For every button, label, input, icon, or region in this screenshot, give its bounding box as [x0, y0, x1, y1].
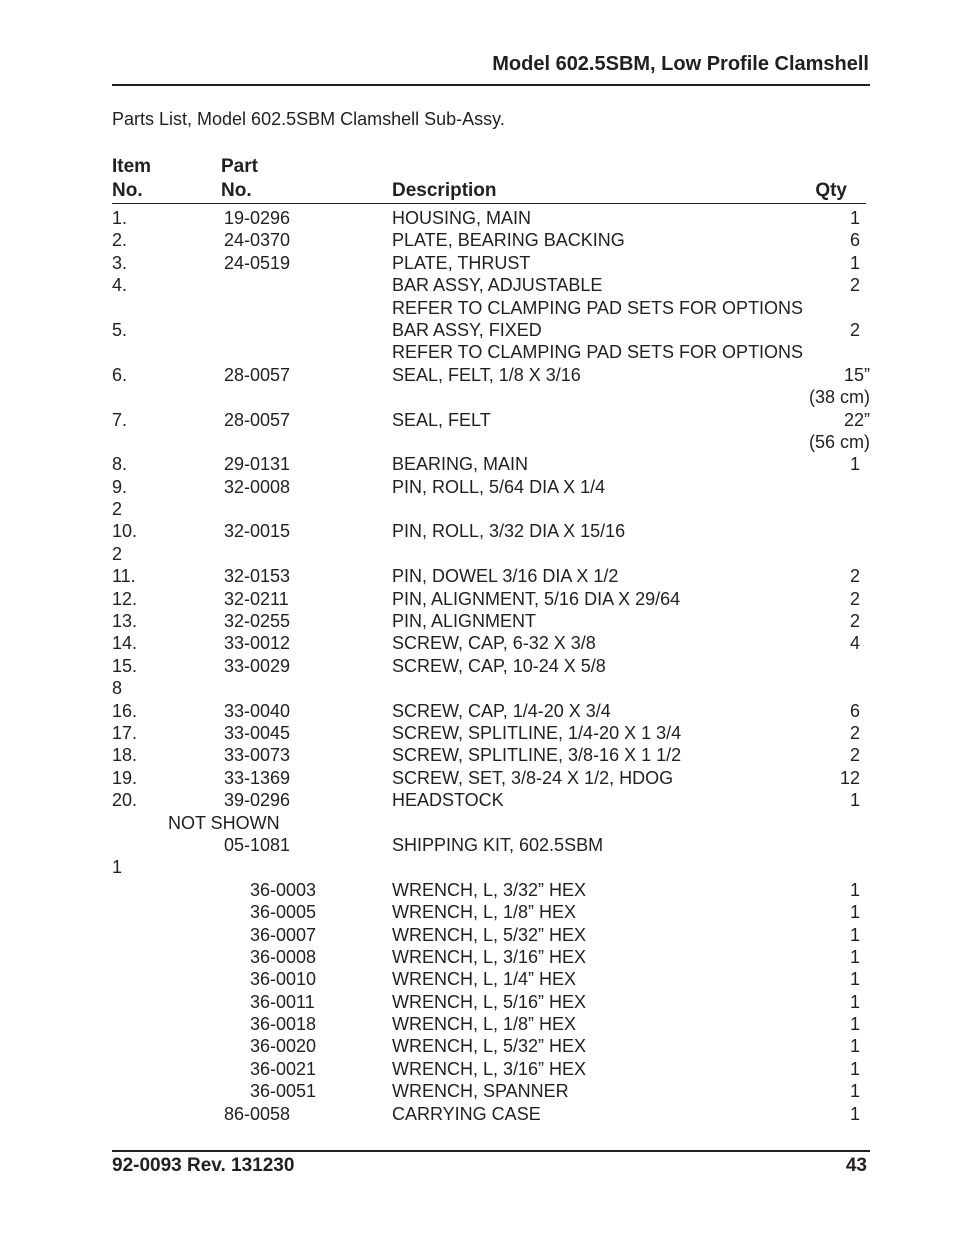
quantity: 22”: [843, 409, 870, 430]
parts-list: [0, 207, 954, 1125]
table-row: [0, 319, 954, 341]
table-row: [0, 812, 954, 834]
part-number: 32-0008: [224, 476, 291, 497]
col-header-part-2: No.: [221, 180, 252, 201]
description: REFER TO CLAMPING PAD SETS FOR OPTIONS: [392, 342, 804, 363]
table-row: [0, 856, 954, 878]
table-row: [0, 789, 954, 811]
item-number: 8.: [112, 454, 128, 475]
table-row: [0, 991, 954, 1013]
quantity: 6: [849, 700, 860, 721]
item-number: 12.: [112, 588, 138, 609]
part-number: 33-0040: [224, 700, 291, 721]
item-number: 6.: [112, 364, 128, 385]
table-row: [0, 431, 954, 453]
table-row: [0, 543, 954, 565]
description: SEAL, FELT: [392, 409, 491, 430]
description: PLATE, THRUST: [392, 252, 531, 273]
table-row: [0, 409, 954, 431]
part-number: 28-0057: [224, 409, 291, 430]
item-number: 4.: [112, 275, 128, 296]
description: BEARING, MAIN: [392, 454, 529, 475]
description: PLATE, BEARING BACKING: [392, 230, 625, 251]
row-note: NOT SHOWN: [168, 812, 280, 833]
description: WRENCH, L, 5/16” HEX: [392, 991, 587, 1012]
table-row: [0, 498, 954, 520]
quantity: 1: [849, 1081, 860, 1102]
part-number: 33-0073: [224, 745, 291, 766]
quantity: 2: [849, 745, 860, 766]
item-number: 2: [112, 543, 123, 564]
item-number: 20.: [112, 790, 138, 811]
col-header-description: Description: [392, 180, 497, 201]
table-row: [0, 1013, 954, 1035]
part-number: 86-0058: [224, 1103, 291, 1124]
description: WRENCH, SPANNER: [392, 1081, 569, 1102]
part-number: 33-1369: [224, 767, 291, 788]
table-row: [0, 1080, 954, 1102]
item-number: 15.: [112, 655, 138, 676]
description: BAR ASSY, ADJUSTABLE: [392, 275, 603, 296]
quantity: 1: [849, 454, 860, 475]
part-number: 33-0029: [224, 655, 291, 676]
part-number: 36-0005: [250, 902, 317, 923]
col-header-item-1: Item: [112, 156, 152, 177]
description: WRENCH, L, 3/32” HEX: [392, 879, 587, 900]
description: SCREW, CAP, 1/4-20 X 3/4: [392, 700, 611, 721]
item-number: 10.: [112, 521, 138, 542]
table-row: [0, 364, 954, 386]
part-number: 36-0003: [250, 879, 317, 900]
item-number: 2: [112, 499, 123, 520]
description: WRENCH, L, 3/16” HEX: [392, 1058, 587, 1079]
quantity: 1: [849, 208, 860, 228]
page-header-title: Model 602.5SBM, Low Profile Clamshell: [492, 53, 869, 75]
part-number: 32-0015: [224, 521, 291, 542]
table-row: [0, 229, 954, 251]
table-row: [0, 879, 954, 901]
table-row: [0, 924, 954, 946]
intro-text: Parts List, Model 602.5SBM Clamshell Sub-Assy.: [112, 109, 505, 129]
item-number: 5.: [112, 319, 128, 340]
description: PIN, ALIGNMENT: [392, 611, 537, 632]
quantity: 1: [849, 1036, 860, 1057]
quantity: 1: [849, 969, 860, 990]
part-number: 36-0011: [250, 991, 315, 1012]
description: PIN, ALIGNMENT, 5/16 DIA X 29/64: [392, 588, 681, 609]
item-number: 19.: [112, 767, 138, 788]
table-row: [0, 207, 954, 229]
quantity: 1: [849, 1058, 860, 1079]
part-number: 24-0370: [224, 230, 291, 251]
part-number: 33-0012: [224, 633, 291, 654]
part-number: 33-0045: [224, 722, 291, 743]
item-number: 14.: [112, 633, 138, 654]
col-header-part-1: Part: [221, 156, 258, 177]
item-number: 1.: [112, 208, 128, 228]
description: WRENCH, L, 5/32” HEX: [392, 1036, 587, 1057]
table-row: [0, 632, 954, 654]
item-number: 18.: [112, 745, 138, 766]
table-row: [0, 252, 954, 274]
part-number: 05-1081: [224, 834, 291, 855]
quantity: 2: [849, 611, 860, 632]
item-number: 7.: [112, 409, 128, 430]
part-number: 36-0018: [250, 1014, 317, 1035]
footer-rule: [112, 1150, 870, 1152]
item-number: 16.: [112, 700, 138, 721]
table-row: [0, 453, 954, 475]
description: WRENCH, L, 5/32” HEX: [392, 924, 587, 945]
quantity: 15”: [843, 364, 870, 385]
table-row: [0, 610, 954, 632]
quantity: 1: [849, 924, 860, 945]
header-rule: [112, 84, 870, 86]
part-number: 36-0007: [250, 924, 317, 945]
part-number: 36-0051: [250, 1081, 317, 1102]
quantity: 12: [839, 767, 860, 788]
quantity: 2: [849, 566, 860, 587]
part-number: 36-0008: [250, 946, 317, 967]
description: SCREW, CAP, 6-32 X 3/8: [392, 633, 596, 654]
table-row: [0, 968, 954, 990]
quantity: 1: [849, 252, 860, 273]
item-number: 3.: [112, 252, 128, 273]
table-row: [0, 901, 954, 923]
table-row: [0, 341, 954, 363]
quantity: 6: [849, 230, 860, 251]
quantity: 1: [849, 1014, 860, 1035]
quantity: 2: [849, 319, 860, 340]
quantity: 1: [849, 879, 860, 900]
part-number: 36-0021: [250, 1058, 317, 1079]
quantity: 2: [849, 275, 860, 296]
description: PIN, ROLL, 5/64 DIA X 1/4: [392, 476, 606, 497]
item-number: 2.: [112, 230, 128, 251]
table-row: [0, 297, 954, 319]
quantity: 4: [849, 633, 860, 654]
description: WRENCH, L, 1/8” HEX: [392, 1014, 577, 1035]
table-row: [0, 834, 954, 856]
part-number: 39-0296: [224, 790, 291, 811]
quantity: 2: [849, 722, 860, 743]
item-number: 1: [112, 857, 123, 878]
description: SEAL, FELT, 1/8 X 3/16: [392, 364, 581, 385]
table-row: [0, 274, 954, 296]
description: SCREW, SPLITLINE, 1/4-20 X 1 3/4: [392, 722, 682, 743]
part-number: 28-0057: [224, 364, 291, 385]
col-header-item-2: No.: [112, 180, 143, 201]
quantity: (38 cm): [808, 387, 870, 408]
footer-doc-number: 92-0093 Rev. 131230: [112, 1155, 295, 1176]
table-row: [0, 744, 954, 766]
part-number: 32-0255: [224, 611, 291, 632]
item-number: 17.: [112, 722, 138, 743]
description: BAR ASSY, FIXED: [392, 319, 542, 340]
item-number: 9.: [112, 476, 128, 497]
table-row: [0, 722, 954, 744]
description: CARRYING CASE: [392, 1103, 541, 1124]
table-row: [0, 588, 954, 610]
table-row: [0, 655, 954, 677]
table-row: [0, 677, 954, 699]
description: HEADSTOCK: [392, 790, 504, 811]
part-number: 36-0010: [250, 969, 317, 990]
footer-page-number: 43: [845, 1155, 867, 1176]
part-number: 29-0131: [224, 454, 291, 475]
item-number: 8: [112, 678, 123, 699]
table-row: [0, 946, 954, 968]
part-number: 32-0153: [224, 566, 291, 587]
description: SCREW, CAP, 10-24 X 5/8: [392, 655, 606, 676]
description: SHIPPING KIT, 602.5SBM: [392, 834, 604, 855]
description: REFER TO CLAMPING PAD SETS FOR OPTIONS: [392, 297, 804, 318]
part-number: 36-0020: [250, 1036, 317, 1057]
description: WRENCH, L, 1/8” HEX: [392, 902, 577, 923]
description: SCREW, SET, 3/8-24 X 1/2, HDOG: [392, 767, 674, 788]
part-number: 19-0296: [224, 208, 291, 228]
description: WRENCH, L, 3/16” HEX: [392, 946, 587, 967]
quantity: 1: [849, 1103, 860, 1124]
quantity: 1: [849, 790, 860, 811]
quantity: 1: [849, 991, 860, 1012]
part-number: 32-0211: [224, 588, 289, 609]
table-row: [0, 386, 954, 408]
quantity: 1: [849, 946, 860, 967]
item-number: 13.: [112, 611, 138, 632]
item-number: 11.: [112, 566, 136, 587]
col-header-qty: Qty: [815, 180, 847, 201]
table-row: [0, 700, 954, 722]
part-number: 24-0519: [224, 252, 291, 273]
table-row: [0, 767, 954, 789]
quantity: 1: [849, 902, 860, 923]
table-row: [0, 1058, 954, 1080]
column-header-rule: [112, 203, 866, 204]
quantity: (56 cm): [808, 431, 870, 452]
table-row: [0, 1103, 954, 1125]
quantity: 2: [849, 588, 860, 609]
table-row: [0, 520, 954, 542]
table-row: [0, 565, 954, 587]
description: HOUSING, MAIN: [392, 208, 532, 228]
description: WRENCH, L, 1/4” HEX: [392, 969, 577, 990]
description: SCREW, SPLITLINE, 3/8-16 X 1 1/2: [392, 745, 682, 766]
table-row: [0, 1035, 954, 1057]
description: PIN, DOWEL 3/16 DIA X 1/2: [392, 566, 619, 587]
table-row: [0, 476, 954, 498]
description: PIN, ROLL, 3/32 DIA X 15/16: [392, 521, 626, 542]
